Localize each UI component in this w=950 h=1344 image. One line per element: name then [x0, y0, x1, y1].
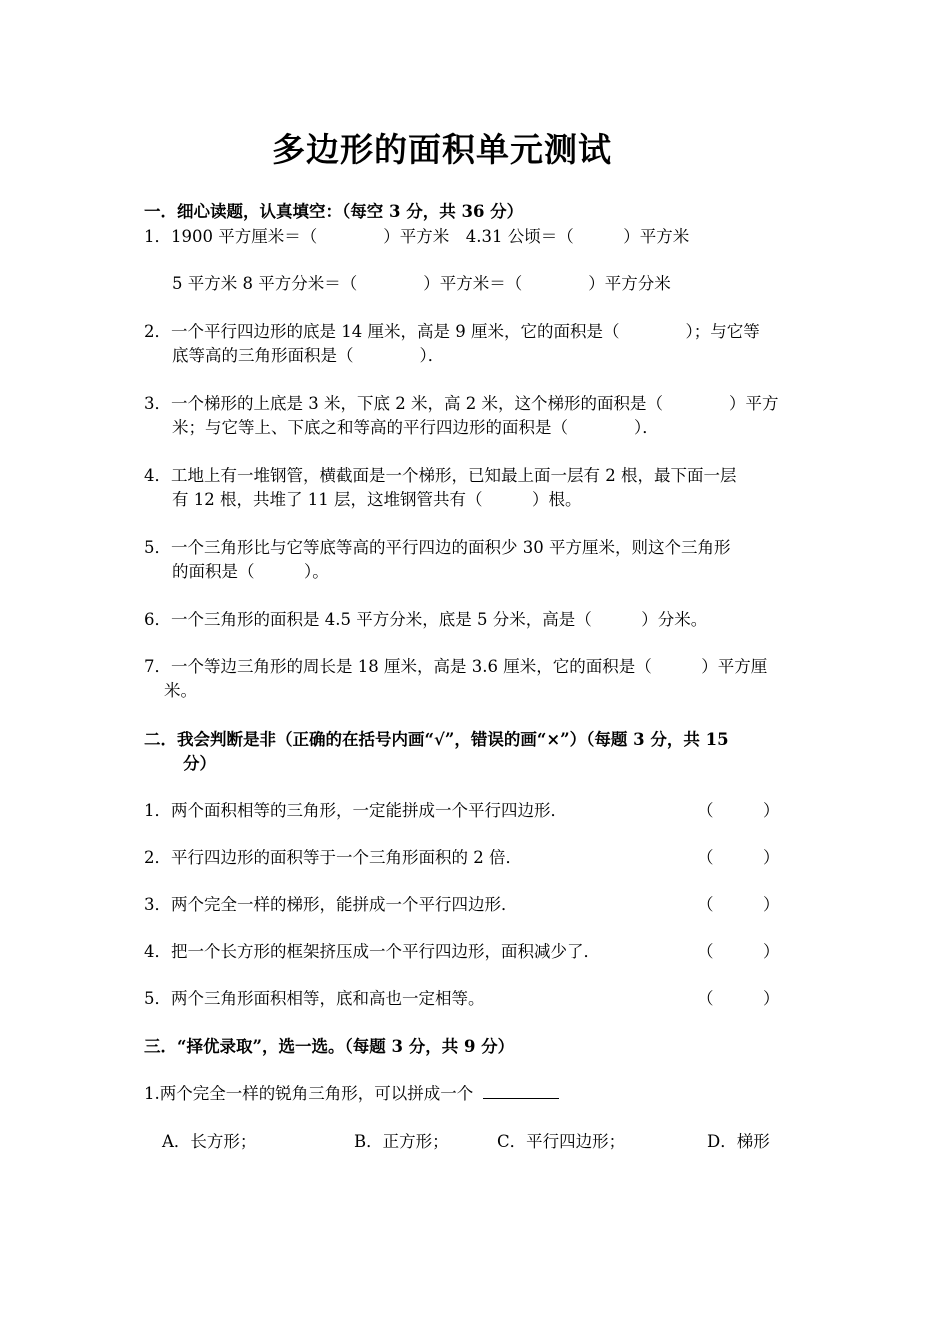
- s1-q1-line2: 5 平方米 8 平方分米＝（ ）平方米＝（ ）平方分米: [172, 274, 671, 293]
- section1-heading: 一．细心读题，认真填空：（每空 3 分，共 36 分）: [144, 202, 524, 221]
- s3-q1-text: 1.两个完全一样的锐角三角形，可以拼成一个: [144, 1084, 474, 1103]
- s2-item-1-answer-paren[interactable]: （ ）: [697, 801, 780, 820]
- s2-item-2-answer-paren[interactable]: （ ）: [697, 848, 780, 867]
- section3-heading: 三．“择优录取”，选一选。（每题 3 分，共 9 分）: [144, 1037, 515, 1056]
- s2-item-5-answer-paren[interactable]: （ ）: [697, 989, 780, 1008]
- s3-q1: [144, 1082, 559, 1106]
- s3-option-c[interactable]: C．平行四边形；: [497, 1132, 626, 1151]
- page-title: 多边形的面积单元测试: [272, 130, 612, 169]
- s3-option-a[interactable]: A．长方形；: [162, 1132, 257, 1151]
- section2-heading-line2: 分）: [183, 754, 216, 773]
- s2-item-4: 4．把一个长方形的框架挤压成一个平行四边形，面积减少了．: [144, 942, 600, 961]
- s1-q2-line2: 底等高的三角形面积是（ ）．: [172, 346, 445, 365]
- s2-item-4-answer-paren[interactable]: （ ）: [697, 942, 780, 961]
- s3-option-b[interactable]: B．正方形；: [354, 1132, 449, 1151]
- s1-q4-line1: 4．工地上有一堆钢管，横截面是一个梯形，已知最上面一层有 2 根，最下面一层: [144, 466, 737, 485]
- s1-q7-line2: 米。: [164, 681, 197, 700]
- s1-q2-line1: 2．一个平行四边形的底是 14 厘米，高是 9 厘米，它的面积是（ ）；与它等: [144, 322, 760, 341]
- section2-heading-line1: 二．我会判断是非（正确的在括号内画“√”，错误的画“×”）（每题 3 分，共 15: [144, 730, 729, 749]
- s1-q3-line1: 3．一个梯形的上底是 3 米，下底 2 米，高 2 米，这个梯形的面积是（ ）平方: [144, 394, 779, 413]
- s3-q1-answer-blank[interactable]: [483, 1084, 559, 1099]
- s2-item-5: 5．两个三角形面积相等，底和高也一定相等。: [144, 989, 485, 1008]
- s1-q4-line2: 有 12 根，共堆了 11 层，这堆钢管共有（ ）根。: [172, 490, 582, 509]
- s1-q1-line1: 1．1900 平方厘米＝（ ）平方米 4.31 公顷＝（ ）平方米: [144, 227, 690, 246]
- s3-option-d[interactable]: D．梯形: [707, 1132, 770, 1151]
- s2-item-2: 2．平行四边形的面积等于一个三角形面积的 2 倍．: [144, 848, 522, 867]
- s1-q5-line2: 的面积是（ ）。: [172, 562, 329, 581]
- s1-q6-line1: 6．一个三角形的面积是 4.5 平方分米，底是 5 分米，高是（ ）分米。: [144, 610, 708, 629]
- s1-q7-line1: 7．一个等边三角形的周长是 18 厘米，高是 3.6 厘米，它的面积是（ ）平方厘: [144, 657, 768, 676]
- s2-item-3-answer-paren[interactable]: （ ）: [697, 895, 780, 914]
- s1-q5-line1: 5．一个三角形比与它等底等高的平行四边的面积少 30 平方厘米，则这个三角形: [144, 538, 731, 557]
- s2-item-1: 1．两个面积相等的三角形，一定能拼成一个平行四边形．: [144, 801, 567, 820]
- s2-item-3: 3．两个完全一样的梯形，能拼成一个平行四边形．: [144, 895, 518, 914]
- s1-q3-line2: 米；与它等上、下底之和等高的平行四边形的面积是（ ）．: [172, 418, 659, 437]
